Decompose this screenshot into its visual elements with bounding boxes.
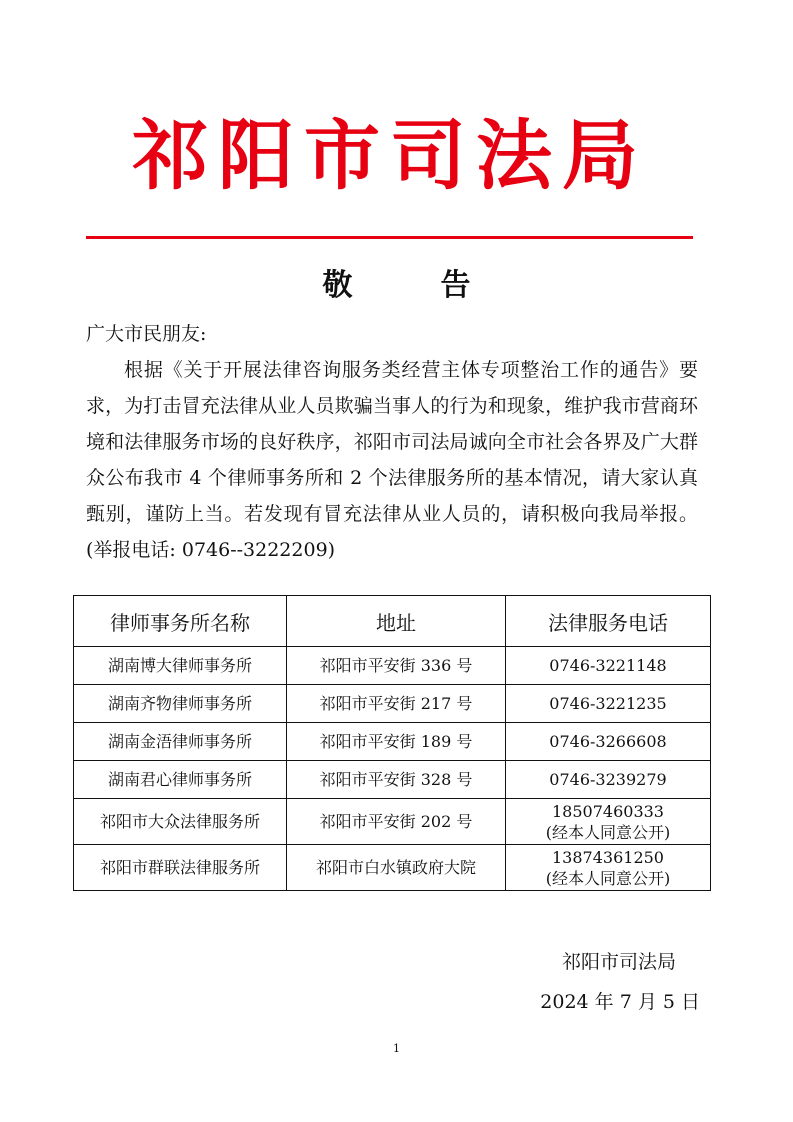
column-header-address: 地址 <box>287 596 506 647</box>
firm-address: 祁阳市平安街 336 号 <box>287 647 506 685</box>
table-row <box>74 685 711 723</box>
table-row <box>74 761 711 799</box>
table-row <box>74 799 711 845</box>
firm-phone-note: (经本人同意公开) <box>545 868 671 888</box>
table-row <box>74 647 711 685</box>
firm-name: 湖南君心律师事务所 <box>74 761 287 799</box>
firm-address: 祁阳市平安街 202 号 <box>287 799 506 845</box>
firm-address: 祁阳市平安街 217 号 <box>287 685 506 723</box>
firm-name: 湖南齐物律师事务所 <box>74 685 287 723</box>
table-header-row <box>74 596 711 647</box>
firm-address: 祁阳市平安街 189 号 <box>287 723 506 761</box>
firm-phone: 13874361250 <box>552 847 664 867</box>
table-row <box>74 845 711 891</box>
firm-phone-cell <box>506 799 711 845</box>
page-number: 1 <box>393 1042 400 1055</box>
document-header-title: 祁阳市司法局 <box>132 111 648 200</box>
column-header-name: 律师事务所名称 <box>74 596 287 647</box>
firm-name: 祁阳市群联法律服务所 <box>74 845 287 891</box>
notice-title: 敬告 <box>322 268 559 303</box>
header-divider <box>86 236 693 239</box>
firm-phone: 0746-3239279 <box>506 761 711 799</box>
firm-phone: 0746-3221148 <box>506 647 711 685</box>
firm-phone: 18507460333 <box>552 801 664 821</box>
signature-org: 祁阳市司法局 <box>561 951 676 973</box>
firm-phone: 0746-3266608 <box>506 723 711 761</box>
column-header-phone: 法律服务电话 <box>506 596 711 647</box>
greeting: 广大市民朋友: <box>86 323 207 345</box>
law-firm-table <box>73 595 711 891</box>
firm-phone-note: (经本人同意公开) <box>545 822 671 842</box>
firm-phone: 0746-3221235 <box>506 685 711 723</box>
firm-name: 祁阳市大众法律服务所 <box>74 799 287 845</box>
firm-name: 湖南金浯律师事务所 <box>74 723 287 761</box>
firm-name: 湖南博大律师事务所 <box>74 647 287 685</box>
notice-body: 根据《关于开展法律咨询服务类经营主体专项整治工作的通告》要求，为打击冒充法律从业人员欺骗当事人的行为和现象，维护我市营商环境和法律服务市场的良好秩序，祁阳市司法局诚向全市社会各界及广大群众公布我市 4 个律师事务所和 2 个法律服务所的基本情况，请大家认真甄别，谨防上当。若发现有冒充法律从业人员的，请积极向我局举报。(举报电话: 0746--3222209) <box>86 359 698 561</box>
firm-address: 祁阳市白水镇政府大院 <box>287 845 506 891</box>
table-row <box>74 723 711 761</box>
signature-block <box>540 942 700 1022</box>
signature-date: 2024 年 7 月 5 日 <box>540 991 700 1013</box>
firm-address: 祁阳市平安街 328 号 <box>287 761 506 799</box>
firm-phone-cell <box>506 845 711 891</box>
